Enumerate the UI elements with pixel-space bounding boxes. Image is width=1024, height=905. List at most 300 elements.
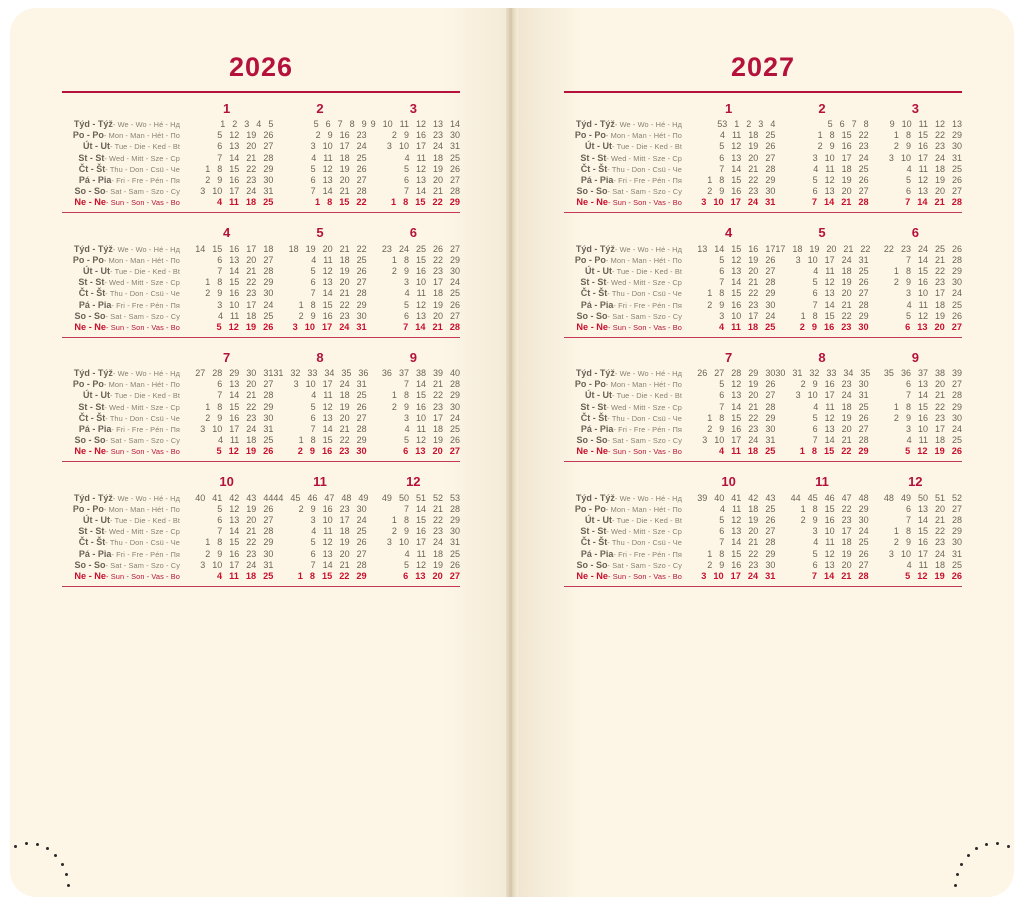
date-number: 20 (934, 379, 945, 390)
date-number: 21 (934, 197, 945, 208)
date-number: 7 (905, 254, 911, 265)
date-number: 10 (900, 548, 911, 559)
day-label (62, 152, 180, 163)
date-number: 17 (432, 412, 443, 423)
day-abbr: St - St (580, 401, 607, 412)
table-row (62, 130, 460, 141)
month-number: 10 (721, 474, 736, 489)
month-cell (775, 299, 868, 310)
date-number: 33 (307, 368, 318, 379)
day-abbr: Út - Ut (585, 265, 613, 276)
month-cell (869, 152, 962, 163)
date-number: 27 (449, 175, 460, 186)
date-number: 8 (905, 265, 911, 276)
table-row (564, 412, 962, 423)
date-number: 23 (432, 265, 443, 276)
day-label (62, 186, 180, 197)
month-cell (180, 186, 273, 197)
day-abbr: Pá - Pia (580, 424, 614, 435)
month-cell (180, 321, 273, 332)
month-cell (869, 514, 962, 525)
date-number: 27 (195, 368, 206, 379)
header-spacer (564, 474, 682, 489)
date-number: 14 (823, 570, 835, 581)
day-abbr: Týd - Týž (575, 119, 615, 130)
date-number: 16 (824, 379, 835, 390)
table-row (62, 435, 460, 446)
table-row (62, 288, 460, 299)
day-abbr-translations: - We - Wo - Hé - Hд (112, 120, 180, 130)
date-number: 18 (748, 503, 759, 514)
date-number: 12 (917, 310, 928, 321)
day-label (62, 368, 180, 379)
table-row (564, 310, 962, 321)
date-number: 26 (858, 277, 869, 288)
month-number: 11 (313, 474, 327, 489)
date-number: 11 (229, 310, 240, 321)
month-cell (869, 492, 962, 503)
table-row (564, 186, 962, 197)
day-label (564, 492, 682, 503)
date-number: 31 (263, 186, 274, 197)
month-cell (180, 570, 273, 581)
date-number: 16 (917, 537, 928, 548)
month-cell (775, 265, 868, 276)
date-number: 30 (356, 503, 367, 514)
date-number: 6 (905, 321, 911, 332)
month-cell (367, 254, 460, 265)
date-number: 8 (905, 130, 911, 141)
month-cell (180, 130, 273, 141)
month-cell (367, 526, 460, 537)
month-cell (682, 152, 775, 163)
day-abbr: Pá - Pia (78, 175, 112, 186)
month-cell (869, 401, 962, 412)
date-number: 2 (799, 321, 805, 332)
date-number: 30 (263, 412, 274, 423)
date-number: 12 (322, 537, 333, 548)
month-cell (273, 435, 366, 446)
date-number: 25 (765, 130, 776, 141)
quarter-table (62, 368, 460, 458)
day-abbr-translations: - We - Wo - Hé - Hд (112, 244, 180, 254)
date-number: 15 (415, 514, 426, 525)
date-number: 18 (747, 321, 759, 332)
date-number: 17 (917, 152, 928, 163)
date-number: 30 (246, 368, 257, 379)
date-number: 28 (951, 197, 962, 208)
date-number: 26 (263, 130, 274, 141)
date-number: 19 (841, 277, 852, 288)
date-number: 29 (951, 130, 962, 141)
month-cell (775, 379, 868, 390)
date-number: 12 (415, 559, 426, 570)
date-number: 1 (707, 412, 713, 423)
date-number: 6 (905, 186, 911, 197)
date-number: 4 (813, 401, 819, 412)
date-number: 10 (901, 119, 912, 130)
date-number: 6 (310, 277, 316, 288)
date-number: 17 (775, 243, 786, 254)
day-abbr-translations: - We - Wo - Hé - Hд (112, 369, 180, 379)
date-number: 50 (917, 492, 928, 503)
day-abbr: St - St (78, 526, 105, 537)
date-number: 4 (404, 424, 410, 435)
date-number: 27 (858, 559, 869, 570)
date-number: 28 (356, 424, 367, 435)
month-cell (775, 321, 868, 332)
day-abbr-translations: - Sun - Son - Vas - Bo (106, 447, 180, 457)
date-number: 29 (356, 435, 367, 446)
date-number: 26 (858, 175, 869, 186)
date-number: 25 (765, 503, 776, 514)
date-number: 48 (883, 492, 894, 503)
day-abbr-translations: - Wed - Mitt - Sze - Cp (606, 402, 682, 412)
month-cell (180, 446, 273, 457)
month-number: 11 (815, 474, 829, 489)
date-number: 13 (917, 503, 928, 514)
month-cell (367, 368, 460, 379)
date-number: 6 (719, 390, 725, 401)
day-abbr: Čt - Št (78, 412, 106, 423)
date-number: 40 (714, 492, 725, 503)
table-row (62, 526, 460, 537)
day-abbr-translations: - Fri - Fre - Pén - Пя (613, 425, 682, 435)
date-number: 16 (731, 559, 742, 570)
date-number: 10 (917, 424, 928, 435)
date-number: 1 (893, 265, 899, 276)
date-number: 11 (323, 152, 333, 163)
date-number: 10 (824, 526, 835, 537)
date-number: 22 (339, 435, 350, 446)
date-number: 28 (449, 186, 460, 197)
date-number: 27 (858, 288, 869, 299)
page-title: 2026 (228, 52, 294, 82)
date-number: 5 (719, 514, 725, 525)
date-number: 12 (415, 435, 426, 446)
date-number: 18 (747, 446, 759, 457)
month-cell (775, 163, 868, 174)
date-number: 5 (812, 175, 818, 186)
date-number: 2 (800, 514, 806, 525)
date-number: 13 (951, 119, 962, 130)
month-cell (273, 277, 366, 288)
month-cell (367, 379, 460, 390)
date-number: 3 (200, 424, 206, 435)
date-number: 9 (719, 186, 725, 197)
table-row (564, 401, 962, 412)
date-number: 24 (339, 379, 350, 390)
date-number: 3 (758, 119, 764, 130)
date-number: 3 (217, 299, 223, 310)
day-abbr-translations: - Mon - Man - Hét - Пo (605, 504, 682, 514)
date-number: 14 (714, 243, 725, 254)
date-number: 2 (205, 175, 211, 186)
month-cell (869, 265, 962, 276)
quarter-table (564, 492, 962, 582)
date-number: 8 (217, 163, 223, 174)
date-number: 3 (701, 197, 707, 208)
date-number: 6 (812, 559, 818, 570)
date-number: 26 (951, 175, 962, 186)
date-number: 22 (934, 265, 945, 276)
table-row (62, 163, 460, 174)
date-number: 8 (403, 390, 409, 401)
date-number: 47 (841, 492, 852, 503)
date-number: 18 (246, 310, 257, 321)
day-abbr-translations: - Wed - Mitt - Sze - Cp (104, 153, 180, 163)
day-label (564, 548, 682, 559)
table-row (62, 197, 460, 208)
date-number: 35 (341, 368, 352, 379)
date-number: 2 (391, 401, 397, 412)
day-abbr-translations: - We - Wo - Hé - Hд (112, 493, 180, 503)
date-number: 20 (748, 390, 759, 401)
date-number: 31 (263, 559, 274, 570)
day-abbr: St - St (78, 277, 105, 288)
day-abbr: Čt - Št (78, 163, 106, 174)
date-number: 8 (309, 570, 315, 581)
date-number: 27 (449, 243, 460, 254)
date-number: 28 (263, 265, 274, 276)
month-cell (180, 299, 273, 310)
date-number: 13 (229, 141, 240, 152)
date-number: 28 (356, 559, 367, 570)
header-spacer (62, 350, 180, 365)
month-cell (775, 174, 868, 185)
date-number: 12 (731, 254, 742, 265)
date-number: 27 (356, 277, 367, 288)
day-abbr-translations: - Mon - Man - Hét - Пo (103, 131, 180, 141)
date-number: 11 (825, 265, 835, 276)
date-number: 22 (858, 130, 869, 141)
date-number: 14 (229, 526, 240, 537)
date-number: 10 (900, 152, 911, 163)
day-label (564, 559, 682, 570)
date-number: 23 (246, 548, 257, 559)
date-number: 24 (356, 141, 367, 152)
date-number: 44 (790, 492, 801, 503)
corner-dots-right (946, 831, 1016, 901)
quarter-list-right (512, 93, 1014, 591)
date-number: 24 (951, 288, 962, 299)
month-cell (367, 390, 460, 401)
date-number: 11 (825, 401, 835, 412)
date-number: 15 (917, 526, 928, 537)
date-number: 13 (415, 175, 426, 186)
day-label (62, 514, 180, 525)
date-number: 44 (263, 492, 274, 503)
day-label (564, 186, 682, 197)
date-number: 8 (719, 548, 725, 559)
date-number: 28 (858, 570, 869, 581)
date-number: 51 (415, 492, 426, 503)
date-number: 23 (246, 288, 257, 299)
month-cell (367, 265, 460, 276)
date-number: 27 (765, 152, 776, 163)
date-number: 7 (719, 401, 725, 412)
month-cell (869, 130, 962, 141)
day-label (62, 243, 180, 254)
date-number: 20 (432, 310, 443, 321)
date-number: 15 (731, 175, 742, 186)
day-abbr: Týd - Týž (575, 243, 615, 254)
date-number: 28 (765, 277, 776, 288)
date-number: 16 (229, 243, 240, 254)
date-number: 47 (324, 492, 335, 503)
day-abbr-translations: - Wed - Mitt - Sze - Cp (606, 278, 682, 288)
date-number: 12 (731, 379, 742, 390)
day-abbr: Pá - Pia (78, 424, 112, 435)
date-number: 18 (841, 265, 852, 276)
month-number: 12 (406, 474, 421, 489)
day-label (62, 174, 180, 185)
day-abbr: Po - Po (72, 503, 104, 514)
month-number: 1 (223, 100, 231, 116)
month-cell (775, 152, 868, 163)
date-number: 26 (449, 559, 460, 570)
day-abbr: Po - Po (72, 379, 104, 390)
date-number: 29 (748, 368, 759, 379)
date-number: 15 (917, 130, 928, 141)
day-abbr: Týd - Týž (73, 368, 113, 379)
month-cell (273, 401, 366, 412)
day-label (564, 243, 682, 254)
day-abbr: Ne - Ne (576, 446, 609, 457)
date-number: 3 (244, 119, 250, 130)
date-number: 14 (917, 197, 928, 208)
date-number: 31 (858, 390, 869, 401)
day-abbr-translations: - Tue - Die - Ked - Bt (612, 142, 682, 152)
date-number: 1 (391, 197, 397, 208)
date-number: 3 (403, 412, 409, 423)
date-number: 27 (951, 379, 962, 390)
month-cell (775, 130, 868, 141)
month-cell (367, 277, 460, 288)
month-number: 12 (908, 474, 923, 489)
date-number: 27 (356, 175, 367, 186)
date-number: 13 (917, 321, 928, 332)
date-number: 8 (349, 119, 355, 130)
date-number: 14 (322, 288, 333, 299)
month-number: 6 (409, 225, 417, 240)
date-number: 27 (263, 379, 274, 390)
date-number: 24 (747, 197, 759, 208)
month-cell (367, 141, 460, 152)
date-number: 2 (205, 412, 211, 423)
date-number: 28 (765, 163, 776, 174)
date-number: 11 (416, 288, 426, 299)
day-abbr: Po - Po (574, 254, 606, 265)
date-number: 2 (707, 299, 713, 310)
date-number: 3 (386, 141, 392, 152)
date-number: 8 (403, 514, 409, 525)
date-number: 25 (858, 163, 869, 174)
date-number: 15 (229, 401, 240, 412)
date-number: 18 (934, 559, 945, 570)
day-label (62, 390, 180, 401)
date-number: 20 (841, 288, 852, 299)
date-number: 5 (403, 299, 409, 310)
date-number: 25 (263, 570, 274, 581)
date-number: 22 (339, 299, 350, 310)
day-abbr-translations: - We - Wo - Hé - Hд (614, 120, 682, 130)
month-cell (180, 265, 273, 276)
day-abbr-translations: - Fri - Fre - Pén - Пя (111, 425, 180, 435)
date-number: 15 (229, 537, 240, 548)
date-number: 25 (951, 559, 962, 570)
date-number: 17 (432, 277, 443, 288)
month-cell (682, 401, 775, 412)
month-cell (775, 537, 868, 548)
month-number: 3 (409, 100, 417, 116)
date-number: 23 (748, 424, 759, 435)
date-number: 14 (917, 254, 928, 265)
table-row (62, 559, 460, 570)
date-number: 6 (719, 526, 725, 537)
month-cell (273, 390, 366, 401)
date-number: 4 (813, 537, 819, 548)
date-number: 9 (811, 321, 817, 332)
date-number: 6 (905, 503, 911, 514)
month-cell (775, 141, 868, 152)
date-number: 5 (403, 559, 409, 570)
day-label (62, 321, 180, 332)
date-number: 12 (322, 163, 333, 174)
date-number: 7 (719, 163, 725, 174)
date-number: 11 (825, 163, 835, 174)
day-label (62, 446, 180, 457)
date-number: 28 (765, 537, 776, 548)
date-number: 18 (339, 390, 350, 401)
date-number: 25 (858, 265, 869, 276)
date-number: 10 (917, 288, 928, 299)
date-number: 6 (812, 424, 818, 435)
date-number: 5 (217, 130, 223, 141)
quarter-table (564, 119, 962, 209)
date-number: 17 (229, 424, 240, 435)
month-cell (273, 492, 369, 503)
day-abbr: Pá - Pia (580, 175, 614, 186)
date-number: 20 (322, 243, 333, 254)
date-number: 8 (905, 401, 911, 412)
date-number: 1 (297, 570, 303, 581)
date-number: 18 (339, 526, 350, 537)
day-abbr-translations: - Fri - Fre - Pén - Пя (613, 176, 682, 186)
date-number: 16 (415, 130, 426, 141)
date-number: 28 (858, 435, 869, 446)
table-row (564, 130, 962, 141)
month-cell (180, 379, 273, 390)
quarter-block (62, 466, 460, 591)
date-number: 4 (906, 435, 912, 446)
month-cell (775, 197, 868, 208)
date-number: 21 (748, 401, 759, 412)
date-number: 19 (339, 163, 350, 174)
date-number: 30 (449, 401, 460, 412)
date-number: 16 (322, 503, 333, 514)
date-number: 10 (398, 537, 409, 548)
date-number: 31 (951, 548, 962, 559)
table-row (564, 254, 962, 265)
page-title: 2027 (730, 52, 796, 82)
date-number: 27 (765, 526, 776, 537)
date-number: 19 (339, 537, 350, 548)
month-cell (273, 152, 366, 163)
date-number: 22 (246, 277, 257, 288)
date-number: 28 (449, 503, 460, 514)
date-number: 14 (449, 119, 460, 130)
